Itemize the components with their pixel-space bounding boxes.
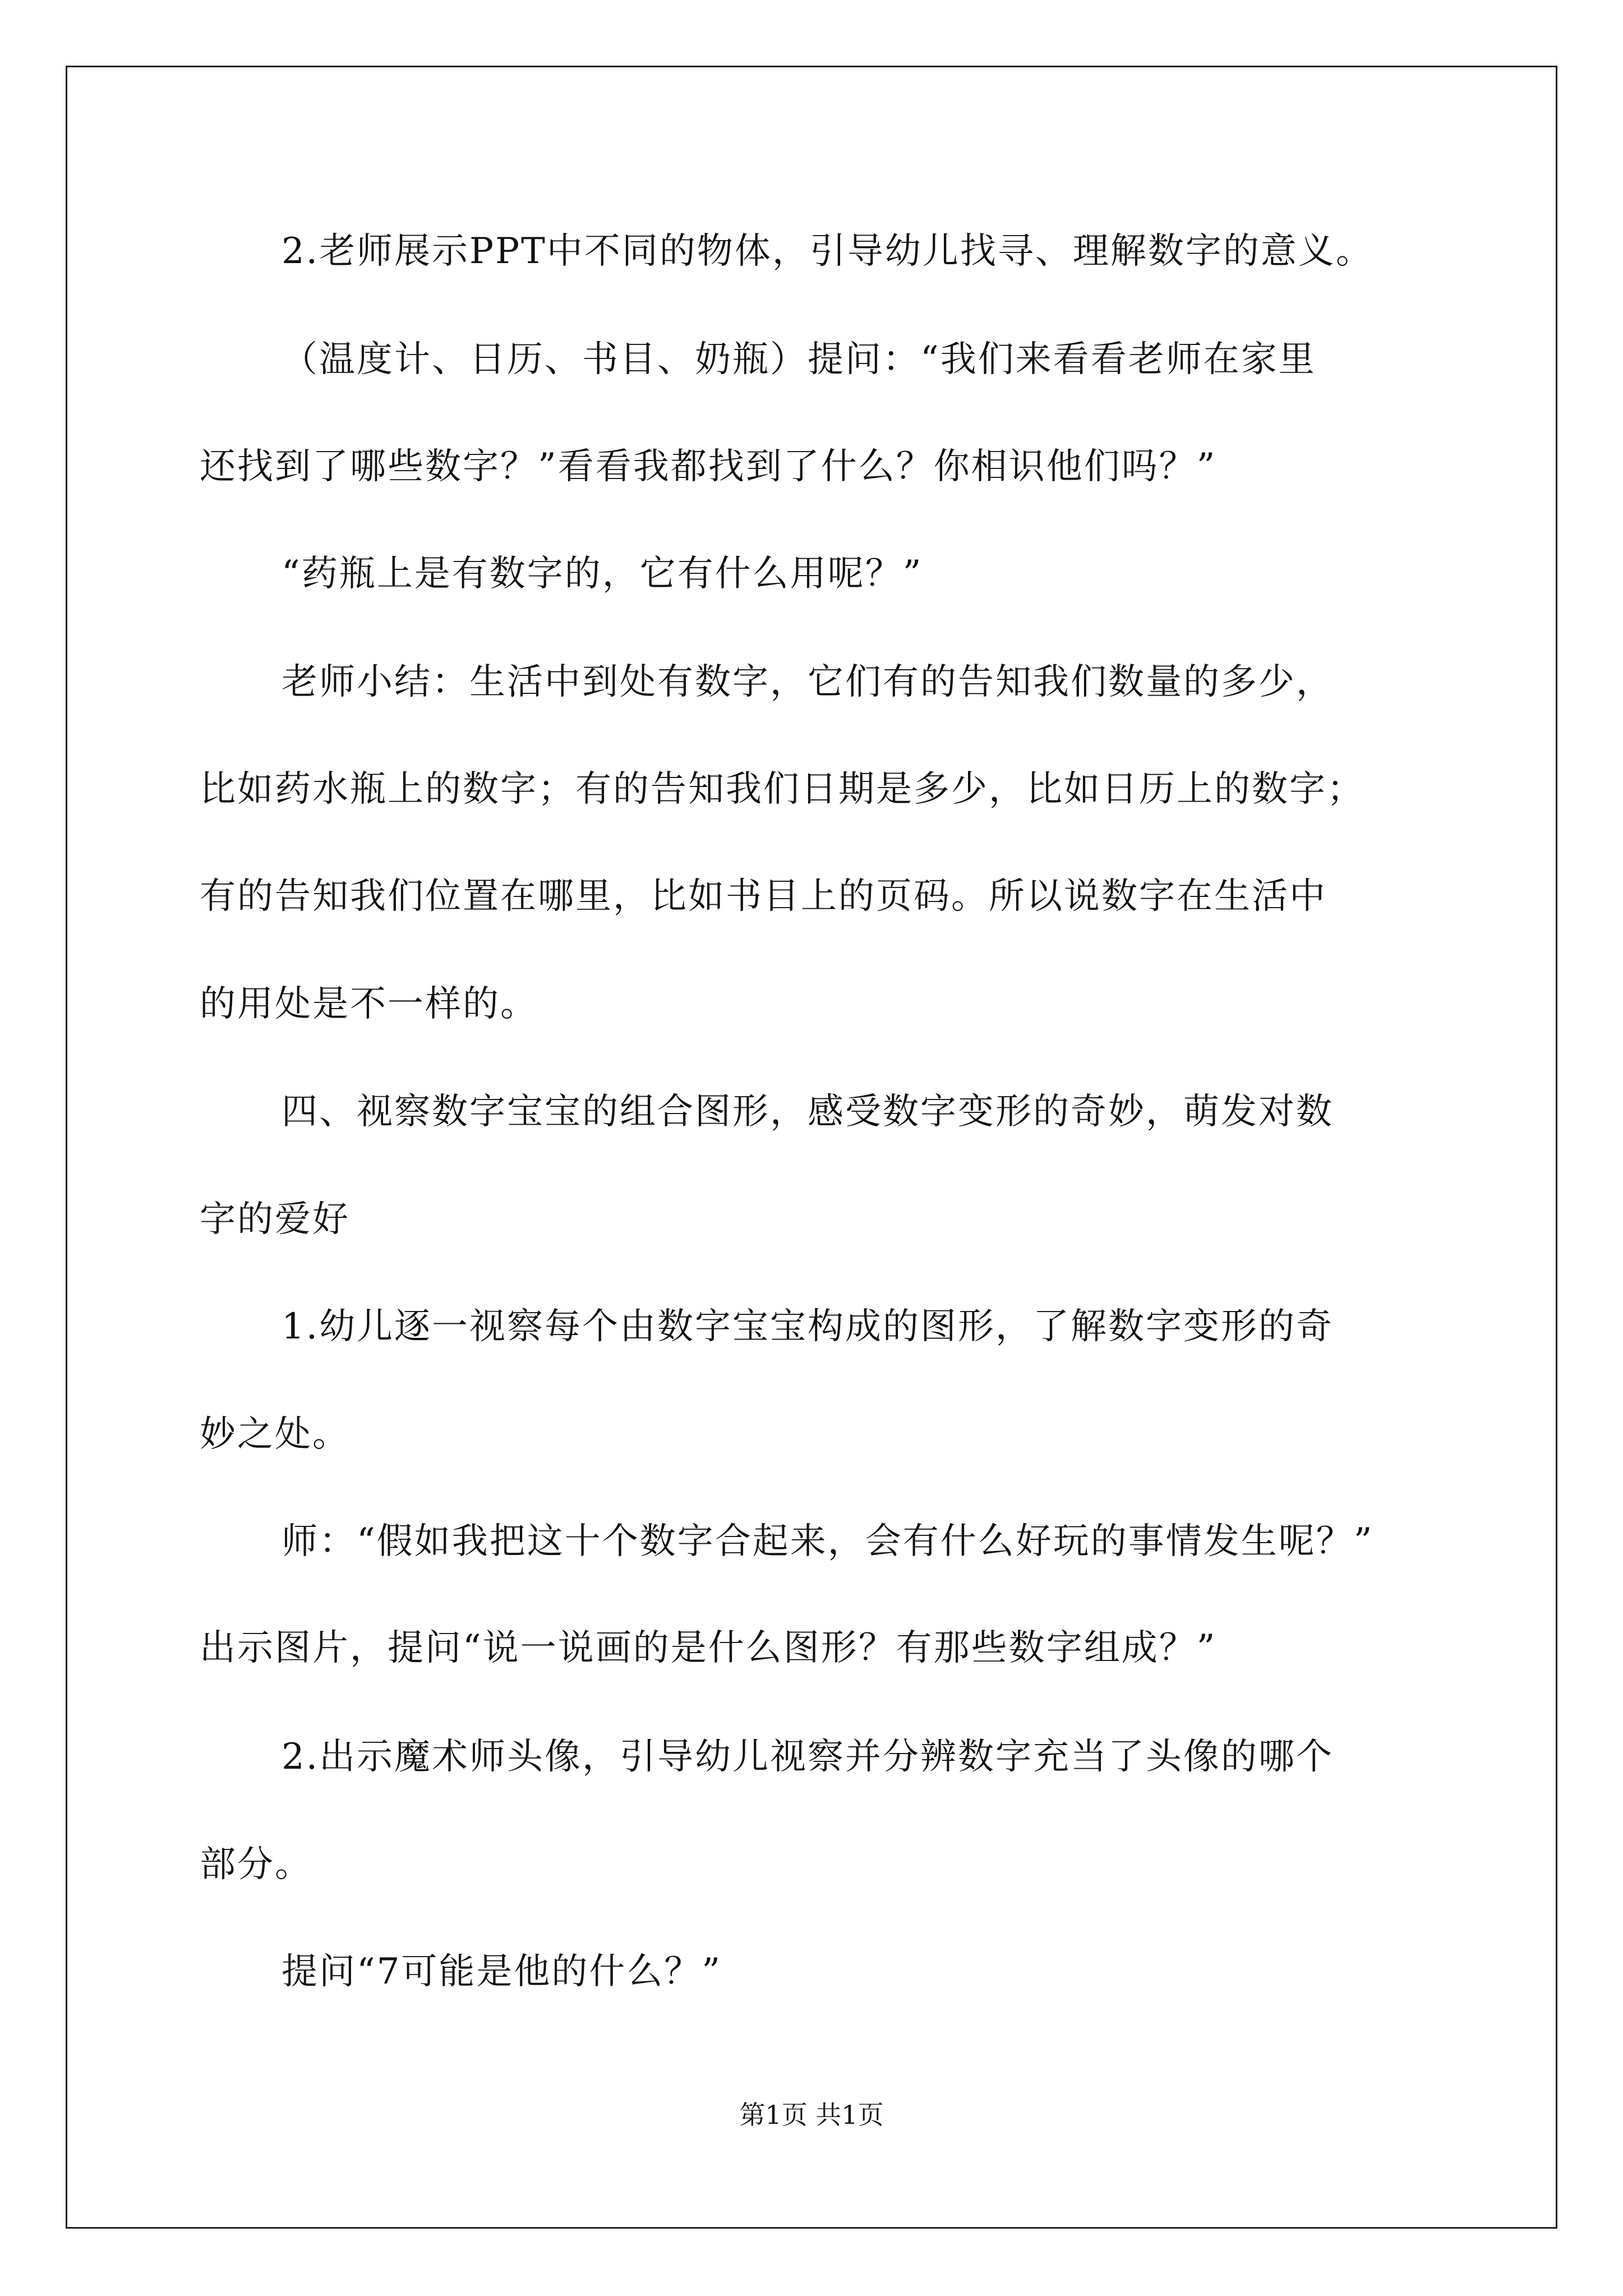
text-line-11: 1.幼儿逐一视察每个由数字宝宝构成的图形，了解数字变形的奇 (282, 1306, 1334, 1347)
text-line-8: 的用处是不一样的。 (200, 983, 538, 1025)
text-line-15: 2.出示魔术师头像，引导幼儿视察并分辨数字充当了头像的哪个 (282, 1736, 1334, 1778)
text-line-10: 字的爱好 (200, 1199, 350, 1240)
text-line-1: 2.老师展示PPT中不同的物体，引导幼儿找寻、理解数字的意义。 (282, 231, 1373, 272)
text-line-3: 还找到了哪些数字？”看看我都找到了什么？你相识他们吗？” (200, 446, 1217, 487)
text-line-12: 妙之处。 (200, 1414, 350, 1455)
text-line-17: 提问“7可能是他的什么？” (282, 1951, 722, 1993)
text-line-5: 老师小结：生活中到处有数字，它们有的告知我们数量的多少， (282, 661, 1334, 703)
text-line-16: 部分。 (200, 1844, 312, 1885)
text-line-4: “药瓶上是有数字的，它有什么用呢？” (282, 553, 923, 595)
page-footer: 第1页 共1页 (739, 2100, 884, 2130)
text-line-2: （温度计、日历、书目、奶瓶）提问：“我们来看看老师在家里 (282, 339, 1316, 380)
page-border (66, 66, 1557, 2229)
text-line-6: 比如药水瓶上的数字；有的告知我们日期是多少，比如日历上的数字； (200, 769, 1364, 810)
text-line-9: 四、视察数字宝宝的组合图形，感受数字变形的奇妙，萌发对数 (282, 1091, 1334, 1133)
text-line-14: 出示图片，提问“说一说画的是什么图形？有那些数字组成？” (200, 1627, 1217, 1669)
text-line-7: 有的告知我们位置在哪里，比如书目上的页码。所以说数字在生活中 (200, 876, 1327, 917)
text-line-13: 师：“假如我把这十个数字合起来，会有什么好玩的事情发生呢？” (282, 1521, 1374, 1562)
